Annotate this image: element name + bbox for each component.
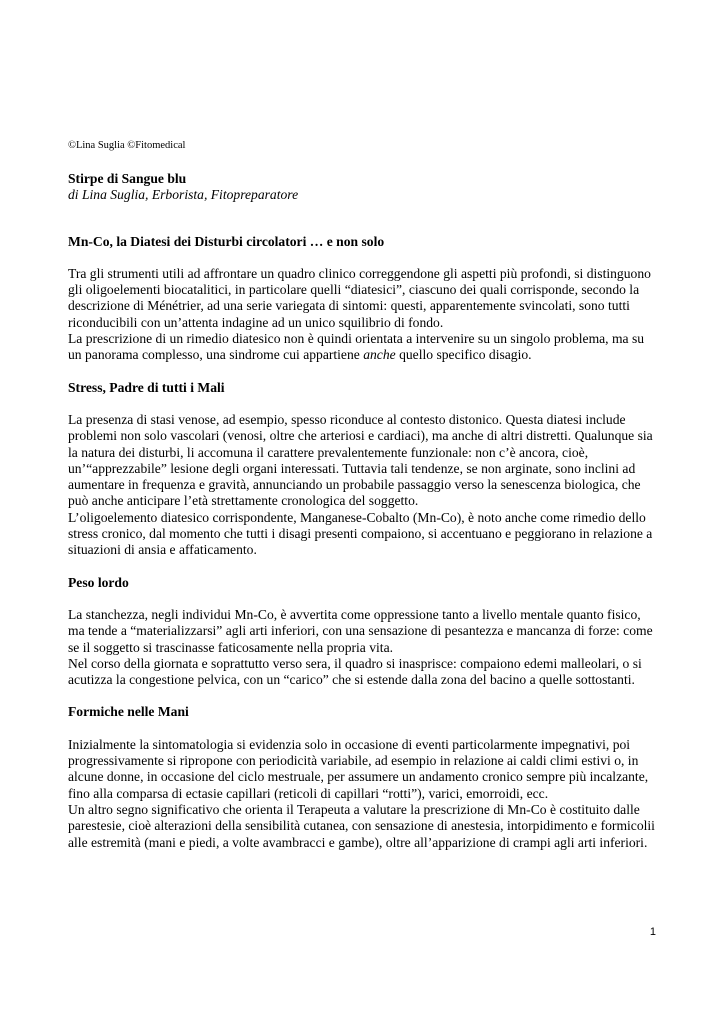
section-heading-mnco: Mn-Co, la Diatesi dei Disturbi circolatori … e non solo bbox=[68, 233, 385, 249]
paragraph: La presenza di stasi venose, ad esempio, spesso riconduce al contesto distonico. Questa diatesi include problemi non solo vascolari (venosi, oltre che arteriosi e cardiaci), ma anche di altri distretti. Qualunque sia la natura dei disturbi, li accomuna il carattere prevalentemente funzionale: non c’è ancora, cioè, un’“apprezzabile” lesione degli organi interessati. Tuttavia tali tendenze, se non arginate, sono inclini ad aumentare in frequenza e gravità, annunciando un probabile passaggio verso la senescenza biologica, che può anche anticipare l’età strettamente cronologica del soggetto. bbox=[68, 411, 653, 509]
section-heading-stress: Stress, Padre di tutti i Mali bbox=[68, 379, 225, 395]
page-number: 1 bbox=[649, 926, 656, 938]
paragraph: Inizialmente la sintomatologia si evidenzia solo in occasione di eventi particolarmente impegnativi, poi progressivamente si ripropone con periodicità variabile, ad esempio in relazione ai caldi climi estivi o, in alcune donne, in occasione del ciclo mestruale, per assumere un andamento cronico sempre più incalzante, fino alla comparsa di ectasie capillari (reticoli di capillari “rotti”), varici, emorroidi, ecc. bbox=[68, 736, 649, 801]
paragraph: Nel corso della giornata e soprattutto verso sera, il quadro si inasprisce: compaiono edemi malleolari, o si acutizza la congestione pelvica, con un “carico” che si estende dalla zona del bacino a quelle sottostanti. bbox=[68, 655, 642, 688]
paragraph-text: quello specifico disagio. bbox=[395, 347, 532, 363]
paragraph bbox=[68, 331, 660, 364]
paragraph: L’oligoelemento diatesico corrispondente, Manganese-Cobalto (Mn-Co), è noto anche come rimedio dello stress cronico, dal momento che tutti i disagi presenti compaiono, si accentuano e peggiorano in relazione a situazioni di ansia e affaticamento. bbox=[68, 509, 653, 558]
section-heading-formiche: Formiche nelle Mani bbox=[68, 704, 189, 720]
paragraph: Un altro segno significativo che orienta il Terapeuta a valutare la prescrizione di Mn-Co è costituito dalle parestesie, cioè alterazioni della sensibilità cutanea, con sensazione di anestesia, intorpidimento e formicolii alle estremità (mani e piedi, a volte avambracci e gambe), oltre all’apparizione di crampi agli arti inferiori. bbox=[68, 801, 655, 850]
section-heading-peso: Peso lordo bbox=[68, 574, 129, 590]
emphasis-text: anche bbox=[363, 347, 396, 363]
document-page bbox=[68, 139, 660, 851]
document-byline: di Lina Suglia, Erborista, Fitopreparatore bbox=[68, 187, 299, 203]
document-title: Stirpe di Sangue blu bbox=[68, 171, 187, 186]
paragraph: La stanchezza, negli individui Mn-Co, è avvertita come oppressione tanto a livello mentale quanto fisico, ma tende a “materializzarsi” agli arti inferiori, con una sensazione di pesantezza e mancanza di forze: come se il soggetto si trascinasse faticosamente nella propria vita. bbox=[68, 606, 653, 655]
paragraph: Tra gli strumenti utili ad affrontare un quadro clinico correggendone gli aspetti più profondi, si distinguono gli oligoelementi biocatalitici, in particolare quelli “diatesici”, ciascuno dei quali corrisponde, secondo la descrizione di Ménétrier, ad una serie variegata di sintomi: questi, apparentemente svincolati, sono tutti riconducibili con un’attenta indagine ad un unico squilibrio di fondo. bbox=[68, 265, 651, 330]
copyright-line: ©Lina Suglia ©Fitomedical bbox=[68, 140, 186, 151]
paragraph-text: La prescrizione di un rimedio diatesico non è quindi orientata a intervenire su un singolo problema, ma su un panorama complesso, una sindrome cui appartiene bbox=[68, 331, 645, 363]
